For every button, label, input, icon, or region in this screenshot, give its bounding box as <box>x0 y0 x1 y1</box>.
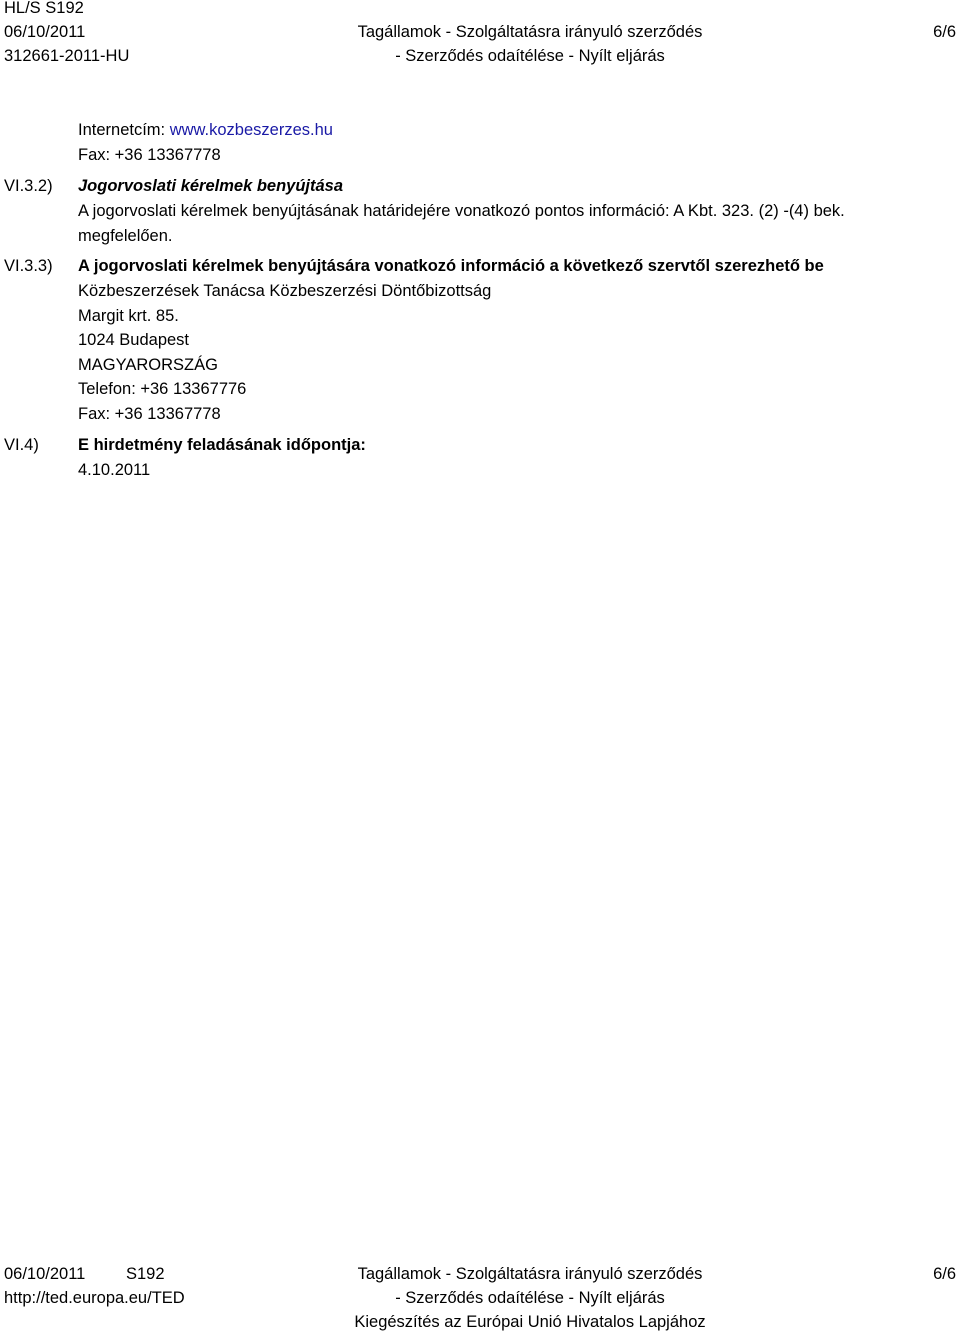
footer-page-number: 6/6 <box>933 1265 956 1283</box>
section-heading-vi-4: E hirdetmény feladásának időpontja: <box>78 436 366 454</box>
section-text-vi-3-2: A jogorvoslati kérelmek benyújtásának határidejére vonatkozó pontos információ: A Kbt. 323. (2) -(4) bek. megfelelően. <box>78 202 845 245</box>
address-organization: Közbeszerzések Tanácsa Közbeszerzési Döntőbizottság <box>78 282 492 300</box>
internet-link[interactable]: www.kozbeszerzes.hu <box>169 121 333 139</box>
address-country: MAGYARORSZÁG <box>78 356 218 374</box>
address-street: Margit krt. 85. <box>78 307 179 325</box>
section-heading-vi-3-3: A jogorvoslati kérelmek benyújtására vonatkozó információ a következő szervtől szerezhető be <box>78 257 824 275</box>
footer-series: S192 <box>126 1265 165 1283</box>
section-number-vi-3-3: VI.3.3) <box>4 257 53 275</box>
address-city: 1024 Budapest <box>78 331 190 349</box>
header-title-line1: Tagállamok - Szolgáltatásra irányuló szerződés <box>357 23 703 41</box>
section-number-vi-3-2: VI.3.2) <box>4 177 53 195</box>
header-page-number: 6/6 <box>933 23 956 41</box>
section-heading-vi-3-2: Jogorvoslati kérelmek benyújtása <box>78 177 344 195</box>
header-notice-id: 312661-2011-HU <box>4 47 130 65</box>
footer-url[interactable]: http://ted.europa.eu/TED <box>4 1289 185 1307</box>
internet-label: Internetcím: <box>78 121 170 139</box>
footer-title-line1: Tagállamok - Szolgáltatásra irányuló szerződés <box>357 1265 703 1283</box>
fax-top: Fax: +36 13367778 <box>78 146 221 164</box>
footer-title-line3: Kiegészítés az Európai Unió Hivatalos Lapjához <box>354 1313 706 1331</box>
header-date: 06/10/2011 <box>4 23 86 41</box>
header-title-line2: - Szerződés odaítélése - Nyílt eljárás <box>395 47 665 65</box>
address-phone: Telefon: +36 13367776 <box>78 380 247 398</box>
footer-date: 06/10/2011 <box>4 1265 86 1283</box>
section-number-vi-4: VI.4) <box>4 436 39 454</box>
dispatch-date: 4.10.2011 <box>78 461 151 479</box>
footer-title-line2: - Szerződés odaítélése - Nyílt eljárás <box>395 1289 665 1307</box>
address-fax: Fax: +36 13367778 <box>78 405 221 423</box>
header-series: HL/S S192 <box>4 0 84 17</box>
internet-address <box>78 118 333 142</box>
